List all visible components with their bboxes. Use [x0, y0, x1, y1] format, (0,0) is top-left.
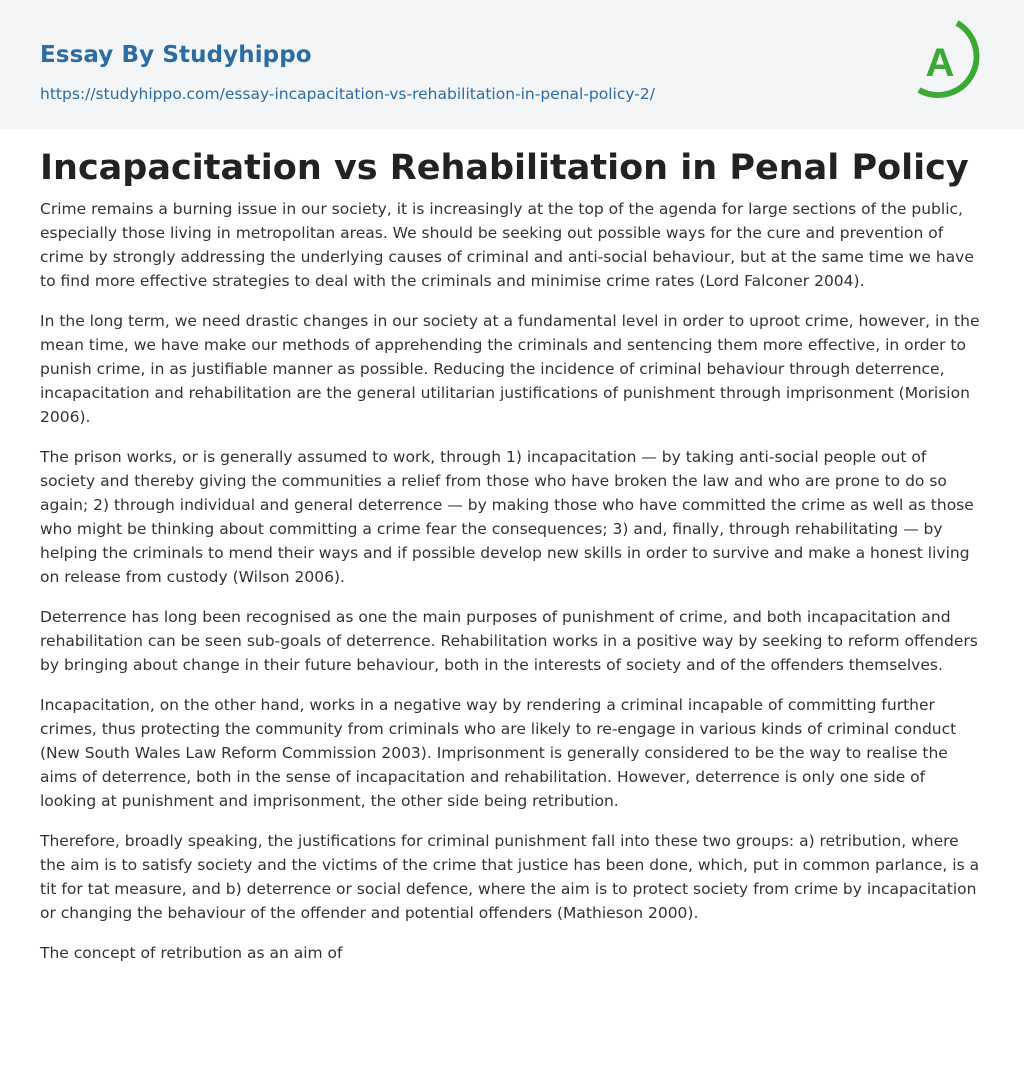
paragraph: Therefore, broadly speaking, the justifications for criminal punishment fall into these two groups: a) retribution, where the aim is to satisfy society and the victims of the crime that justice has been done, which, put in common parlance, is a tit for tat measure, and b) deterrence or social defence, where the aim is to protect society from crime by incapacitation or changing the behaviour of the offender and potential offenders (Mathieson 2000). [40, 832, 980, 922]
paragraph: In the long term, we need drastic changes in our society at a fundamental level in order to uproot crime, however, in the mean time, we have make our methods of apprehending the criminals and sentencing them more effective, in order to punish crime, in as justifiable manner as possible. Reducing the incidence of criminal behaviour through deterrence, incapacitation and rehabilitation are the general utilitarian justifications of punishment through imprisonment (Morision 2006). [40, 312, 980, 426]
site-header [0, 0, 1024, 129]
article [0, 129, 1024, 965]
page-url-link[interactable]: https://studyhippo.com/essay-incapacitation-vs-rehabilitation-in-penal-policy-2/ [40, 85, 655, 103]
paragraph: Deterrence has long been recognised as one the main purposes of punishment of crime, and both incapacitation and rehabilitation can be seen sub-goals of deterrence. Rehabilitation works in a positive way by seeking to reform offenders by bringing about change in their future behaviour, both in the interests of society and of the offenders themselves. [40, 608, 978, 674]
paragraph: Crime remains a burning issue in our society, it is increasingly at the top of the agenda for large sections of the public, especially those living in metropolitan areas. We should be seeking out possible ways for the cure and prevention of crime by strongly addressing the underlying causes of criminal and anti-social behaviour, but at the same time we have to find more effective strategies to deal with the criminals and minimise crime rates (Lord Falconer 2004). [40, 200, 974, 290]
site-brand[interactable]: Essay By Studyhippo [40, 42, 312, 68]
paragraph: Incapacitation, on the other hand, works in a negative way by rendering a criminal incapable of committing further crimes, thus protecting the community from criminals who are likely to re-engage in various kinds of criminal conduct (New South Wales Law Reform Commission 2003). Imprisonment is generally considered to be the way to realise the aims of deterrence, both in the sense of incapacitation and rehabilitation. However, deterrence is only one side of looking at punishment and imprisonment, the other side being retribution. [40, 696, 957, 810]
paragraph: The prison works, or is generally assumed to work, through 1) incapacitation — by taking anti-social people out of society and thereby giving the communities a relief from those who have broken the law and who are prone to do so again; 2) through individual and general deterrence — by making those who have committed the crime as well as those who might be thinking about committing a crime fear the consequences; 3) and, finally, through rehabilitating — by helping the criminals to mend their ways and if possible develop new skills in order to survive and make a honest living on release from custody (Wilson 2006). [40, 448, 974, 586]
logo-letter: A [925, 41, 955, 85]
article-title: Incapacitation vs Rehabilitation in Penal Policy [40, 148, 969, 188]
paragraph: The concept of retribution as an aim of [40, 944, 343, 962]
studyhippo-logo-icon[interactable] [910, 18, 988, 106]
